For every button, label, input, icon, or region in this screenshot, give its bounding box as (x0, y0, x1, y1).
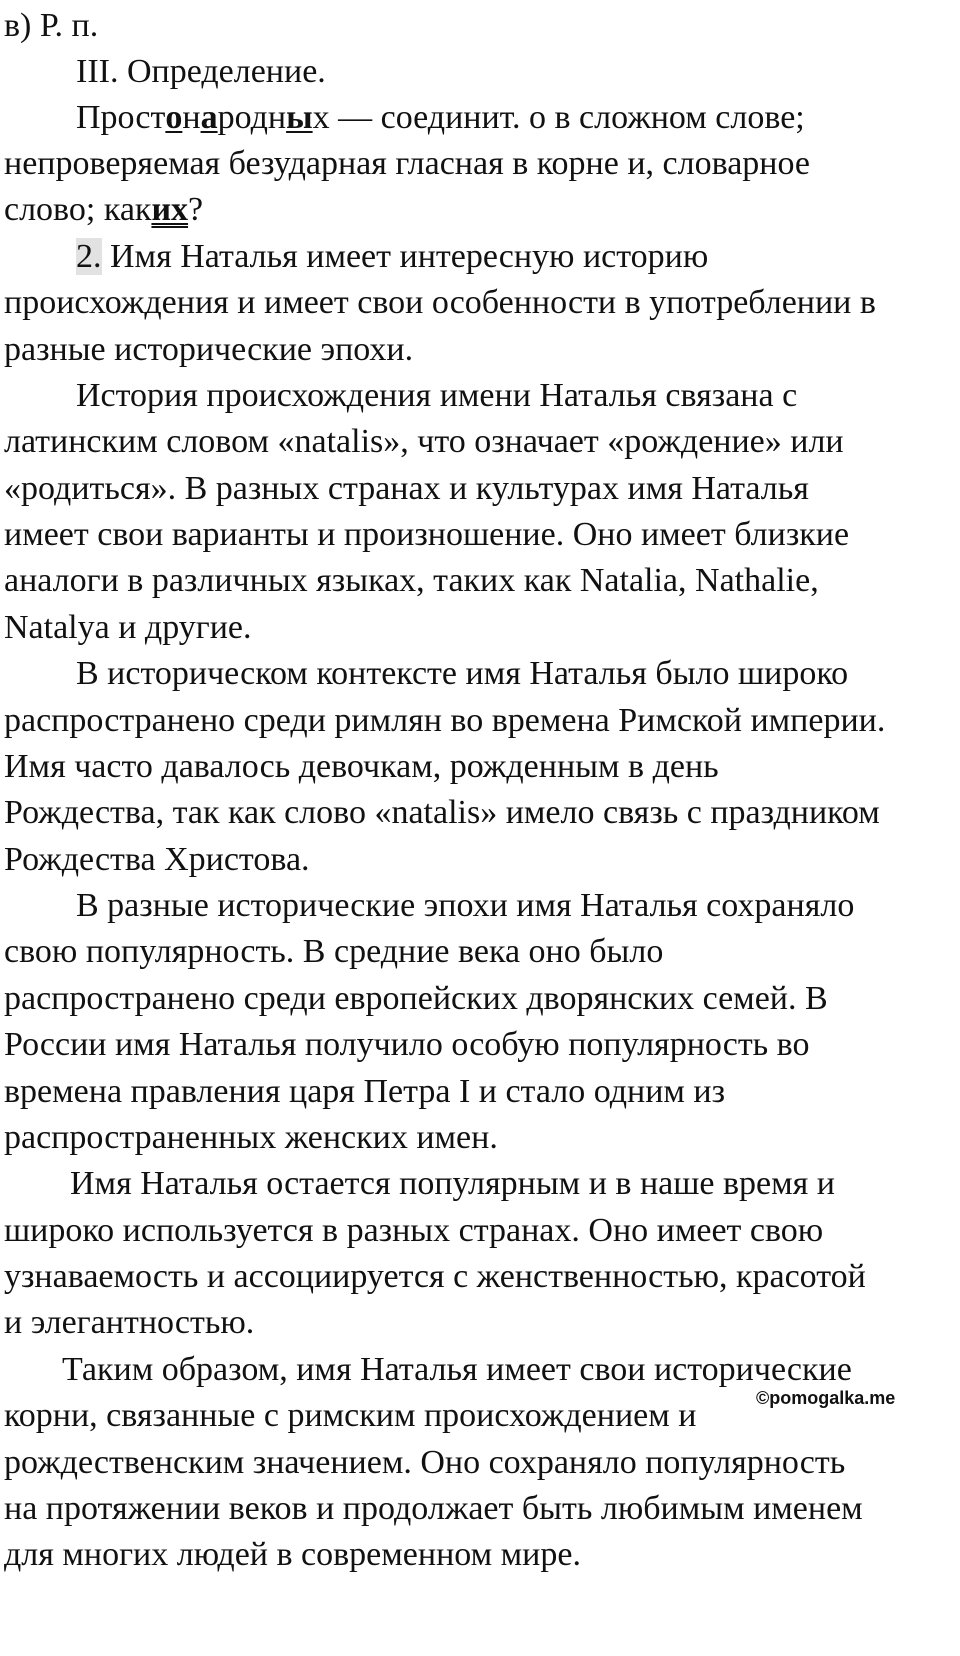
text-line: «родиться». В разных странах и культурах имя Наталья (4, 470, 809, 507)
underlined-letter: о (165, 99, 183, 136)
paragraph-start (76, 237, 708, 277)
text-line: распространенных женских имен. (4, 1119, 498, 1156)
section-heading: III. Определение. (76, 53, 326, 90)
text-line: свою популярность. В средние века оно было (4, 933, 664, 970)
paragraph-start: Таким образом, имя Наталья имеет свои исторические (62, 1351, 852, 1388)
underlined-letter: а (200, 99, 218, 136)
text-line: происхождения и имеет свои особенности в употреблении в (4, 284, 876, 321)
text-segment: родн (217, 99, 287, 136)
text-line: имеет свои варианты и произношение. Оно имеет близкие (4, 516, 850, 553)
text-line: широко используется в разных странах. Оно имеет свою (4, 1212, 824, 1249)
section-label: в) Р. п. (4, 7, 99, 44)
watermark: ©pomogalka.me (756, 1388, 896, 1408)
paragraph-start: В разные исторические эпохи имя Наталья сохраняло (76, 887, 855, 924)
text-line: на протяжении веков и продолжает быть любимым именем (4, 1490, 863, 1527)
text-line: рождественским значением. Оно сохраняло популярность (4, 1444, 846, 1481)
text-segment: Имя Наталья имеет интересную историю (101, 238, 709, 275)
text-line: Рождества Христова. (4, 841, 310, 878)
text-segment: х — соединит. о в сложном слове; (312, 99, 805, 136)
text-line: времена правления царя Петра I и стало одним из (4, 1073, 726, 1110)
text-line: Natalya и другие. (4, 609, 252, 646)
double-underlined-ending: их (151, 191, 189, 228)
text-line: непроверяемая безударная гласная в корне и, словарное (4, 145, 810, 182)
text-line: латинским словом «natalis», что означает «рождение» или (4, 423, 844, 460)
underlined-letter: ы (286, 99, 313, 136)
paragraph-start: Имя Наталья остается популярным и в наше время и (70, 1165, 835, 1202)
text-line: Рождества, так как слово «natalis» имело связь с праздником (4, 794, 880, 831)
text-line: разные исторические эпохи. (4, 331, 414, 368)
text-line: корни, связанные с римским происхождением и (4, 1397, 697, 1434)
analysis-line (76, 98, 805, 138)
paragraph-start: В историческом контексте имя Наталья было широко (76, 655, 849, 692)
text-segment: н (182, 99, 201, 136)
text-segment: ? (188, 191, 204, 228)
text-segment: слово; как (4, 191, 152, 228)
text-line: и элегантностью. (4, 1304, 255, 1341)
text-line: аналоги в различных языках, таких как Natalia, Nathalie, (4, 562, 819, 599)
text-line: распространено среди римлян во времена Римской империи. (4, 702, 886, 739)
analysis-line (4, 190, 203, 230)
text-line: для многих людей в современном мире. (4, 1536, 581, 1573)
text-segment: Прост (76, 99, 166, 136)
text-line: распространено среди европейских дворянских семей. В (4, 980, 828, 1017)
text-line: узнаваемость и ассоциируется с женственностью, красотой (4, 1258, 866, 1295)
text-line: России имя Наталья получило особую популярность во (4, 1026, 810, 1063)
task-number: 2. (76, 238, 102, 275)
paragraph-start: История происхождения имени Наталья связана с (76, 377, 798, 414)
text-line: Имя часто давалось девочкам, рожденным в день (4, 748, 719, 785)
